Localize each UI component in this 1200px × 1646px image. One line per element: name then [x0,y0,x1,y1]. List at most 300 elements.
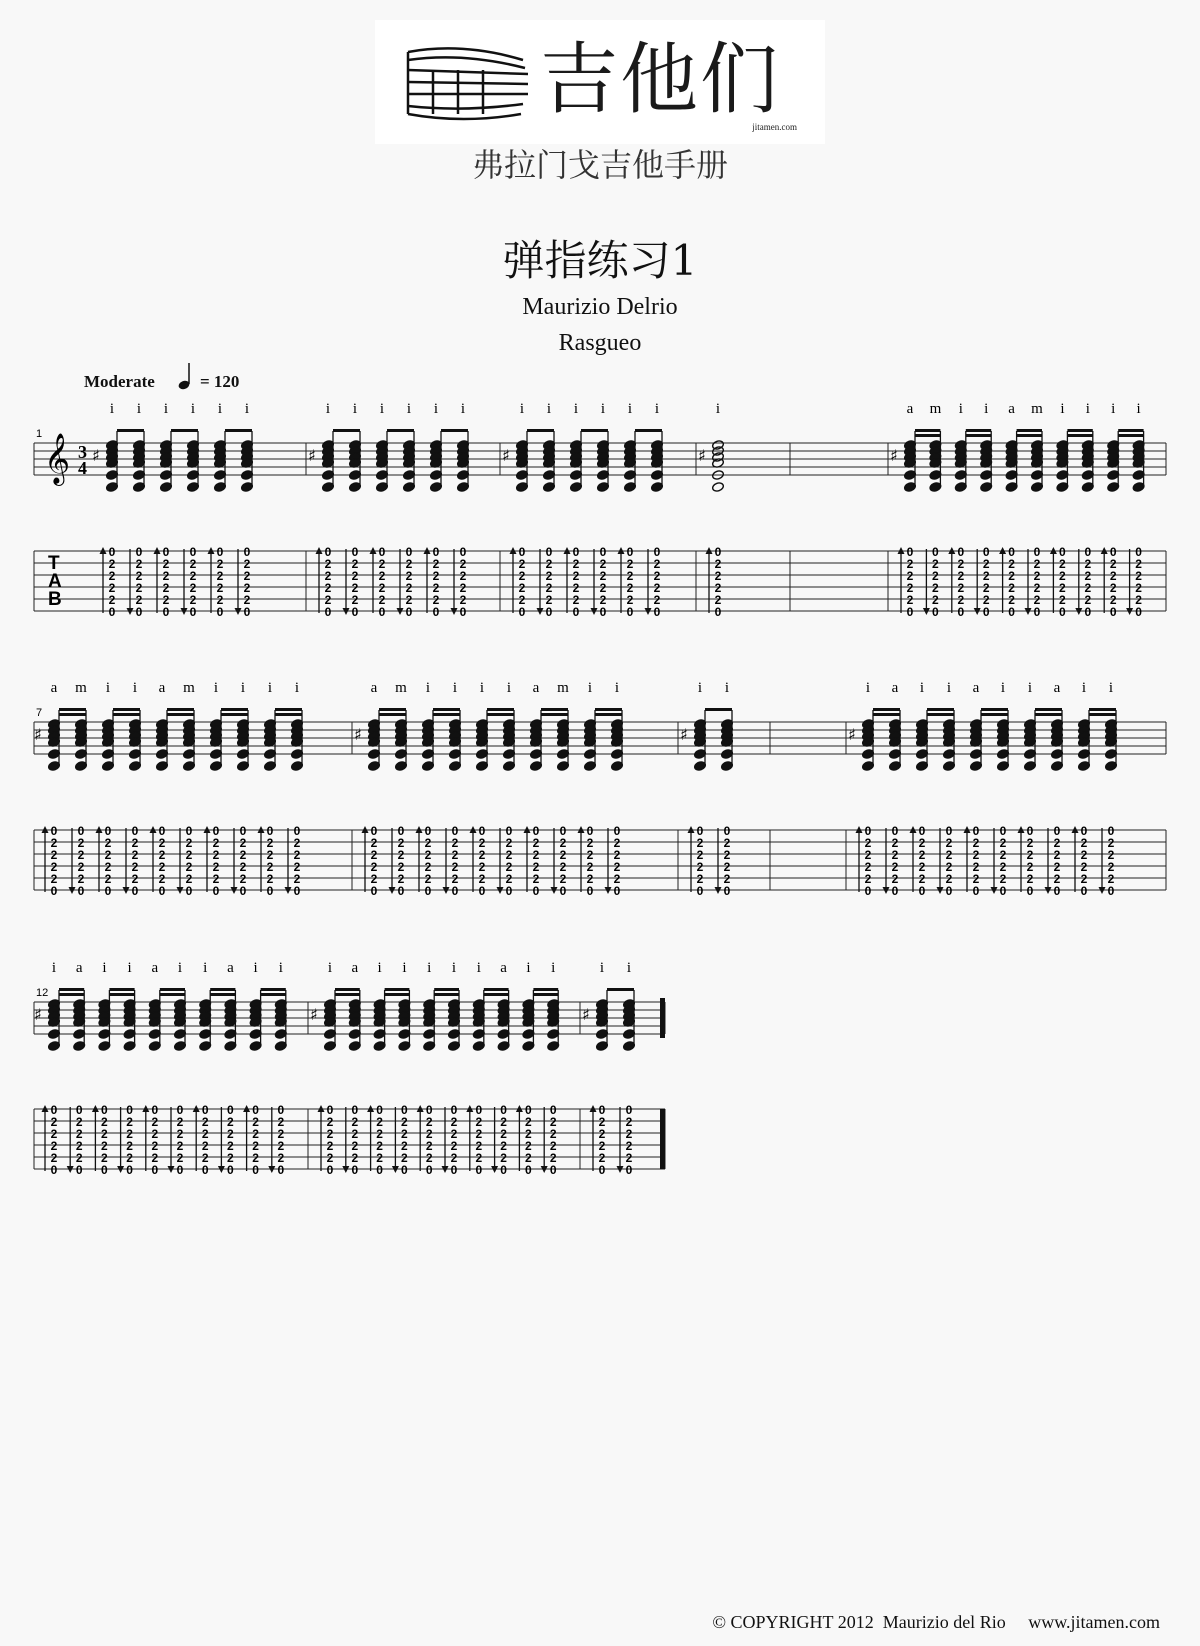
tab-fret-number: 2 [932,581,939,595]
notehead [73,1011,86,1022]
arrow-head-icon [69,887,76,894]
tab-fret-number: 2 [525,1115,532,1129]
tab-fret-number: 2 [586,872,594,886]
tab-fret-number: 0 [397,884,405,898]
tab-fret-number: 2 [351,1127,359,1141]
fingering-letter: i [102,960,107,976]
notehead [712,482,725,493]
notehead [596,1017,609,1028]
notehead [210,731,223,742]
notehead [1132,482,1145,493]
notehead [997,749,1010,760]
tab-fret-number: 2 [216,581,224,595]
tab-fret-number: 2 [478,836,486,850]
fingering-letter: i [51,960,57,976]
notehead [448,1011,461,1022]
notehead [624,440,637,451]
tab-fret-number: 2 [586,860,594,874]
notehead [980,440,993,451]
notehead [48,737,61,748]
notehead [199,999,212,1010]
fingering-letter: a [158,680,166,696]
fingering-letter: i [278,960,283,976]
tab-fret-number: 0 [370,884,378,898]
tab-fret-number: 0 [459,605,467,619]
notehead [48,999,61,1010]
fingering-letter: i [506,680,512,696]
arrow-head-icon [208,547,215,554]
arrow-head-icon [883,887,890,894]
notehead [503,731,516,742]
tab-fret-number: 0 [714,545,722,559]
tab-fret-number: 2 [613,836,621,850]
notehead [156,749,169,760]
arrow-head-icon [510,547,517,554]
arrow-head-icon [100,547,107,554]
notehead [1051,761,1064,772]
notehead [651,482,664,493]
notehead [557,749,570,760]
tab-fret-number: 2 [549,1139,557,1153]
tab-fret-number: 2 [131,836,139,850]
tab-fret-number: 0 [243,605,251,619]
notehead [75,731,88,742]
arrow-head-icon [1045,887,1052,894]
tab-fret-number: 2 [50,836,58,850]
notehead [48,1011,61,1022]
sharp-icon: ♯ [92,446,100,465]
tab-fret-number: 2 [370,836,378,850]
notehead [904,458,917,469]
notehead [449,719,462,730]
tab-fret-number: 0 [586,824,594,838]
logo-url: jitamen.com [752,122,797,132]
tab-fret-number: 2 [135,569,143,583]
tab-fret-number: 2 [77,848,85,862]
notehead [904,452,917,463]
arrow-head-icon [578,826,585,833]
tab-fret-number: 0 [104,884,112,898]
tab-fret-number: 0 [625,1103,633,1117]
notehead [1031,440,1044,451]
notehead [943,737,956,748]
notehead [476,761,489,772]
notehead [241,470,254,481]
time-signature-top: 3 [78,442,87,462]
notehead [324,1005,337,1016]
tab-fret-number: 2 [212,860,220,874]
tab-fret-number: 0 [451,884,459,898]
notehead [721,749,734,760]
notehead [611,719,624,730]
notehead [349,446,362,457]
notehead [98,1011,111,1022]
tab-fret-number: 2 [1053,836,1061,850]
notehead [98,1041,111,1052]
tab-fret-number: 2 [266,836,274,850]
notehead [249,1017,262,1028]
tab-fret-number: 2 [324,593,332,607]
notehead [472,1029,485,1040]
notehead [862,761,875,772]
tab-fret-number: 2 [932,593,939,607]
notehead [403,458,416,469]
fingering-letter: i [379,401,385,417]
notehead [395,761,408,772]
arrow-head-icon [343,608,350,615]
tab-fret-number: 0 [1084,545,1092,559]
notehead [403,452,416,463]
tab-fret-number: 2 [252,1115,259,1129]
beam [541,708,568,711]
tab-fret-number: 2 [1107,848,1115,862]
notehead [1051,749,1064,760]
tab-fret-number: 0 [405,605,413,619]
fingering-letter: i [452,680,458,696]
notehead [503,737,516,748]
fingering-letter: m [183,680,195,696]
notehead [530,719,543,730]
notehead [376,470,389,481]
beam [379,708,406,711]
notehead [274,1041,287,1052]
notehead [929,446,942,457]
tab-fret-number: 2 [176,1151,184,1165]
tab-fret-number: 0 [1080,884,1088,898]
tab-fret-number: 0 [545,545,553,559]
notehead [291,749,304,760]
notehead [148,1005,161,1016]
arrow-head-icon [424,547,431,554]
tab-fret-number: 0 [475,1103,483,1117]
notehead [1081,458,1094,469]
tab-fret-number: 2 [918,848,926,862]
notehead [123,1017,136,1028]
tab-fret-number: 0 [108,545,116,559]
notehead [422,749,435,760]
notehead [349,458,362,469]
tab-fret-number: 2 [185,836,193,850]
tab-fret-number: 0 [212,824,220,838]
staff-system [34,401,1166,619]
notehead [449,737,462,748]
notehead [160,452,173,463]
notehead [889,719,902,730]
notehead [373,1029,386,1040]
tab-fret-number: 0 [424,824,432,838]
fingering-letter: i [519,401,525,417]
notehead [1078,737,1091,748]
notehead [210,725,223,736]
tab-fret-number: 0 [1033,545,1041,559]
notehead [148,999,161,1010]
fingering-letter: i [654,401,660,417]
notehead [457,470,470,481]
tab-fret-number: 2 [1026,860,1034,874]
notehead [1005,470,1018,481]
tab-fret-number: 2 [723,872,731,886]
notehead [449,731,462,742]
notehead [423,1017,436,1028]
notehead [1056,470,1069,481]
notehead [98,1029,111,1040]
tab-fret-number: 2 [101,1127,108,1141]
notehead [348,999,361,1010]
notehead [970,749,983,760]
tab-fret-number: 2 [75,1151,83,1165]
notehead [106,446,119,457]
tab-fret-number: 2 [653,569,661,583]
arrow-head-icon [466,1105,473,1112]
tab-fret-number: 2 [397,848,405,862]
tab-fret-number: 2 [216,569,224,583]
beam-secondary [981,713,1008,716]
notehead [597,440,610,451]
arrow-head-icon [898,547,905,554]
tab-fret-number: 2 [108,581,116,595]
notehead [1031,482,1044,493]
fingering-letter: i [1081,680,1087,696]
tab-fret-number: 2 [1135,581,1142,595]
arrow-head-icon [42,1105,49,1112]
tab-fret-number: 0 [131,884,139,898]
tab-fret-number: 2 [1053,872,1061,886]
tab-fret-number: 2 [1033,569,1041,583]
notehead [423,1029,436,1040]
notehead [889,725,902,736]
tempo-value: = 120 [200,372,240,391]
notehead [516,470,529,481]
tab-fret-number: 2 [397,872,405,886]
tab-fret-number: 2 [696,860,704,874]
tab-fret-number: 2 [451,848,459,862]
tab-fret-number: 0 [891,824,899,838]
tab-fret-number: 2 [401,1127,408,1141]
arrow-head-icon [370,547,377,554]
tab-fret-number: 2 [185,872,193,886]
tab-fret-number: 2 [626,557,634,571]
tab-fret-number: 2 [625,1127,633,1141]
notehead [570,446,583,457]
fingering-letter: i [551,960,556,976]
tab-fret-number: 2 [101,1115,108,1129]
beam-secondary [1067,434,1092,437]
tab-fret-number: 2 [559,848,567,862]
piece-title: 弹指练习1 [502,236,698,285]
notehead [423,999,436,1010]
beam-secondary [966,434,991,437]
tab-fret-number: 2 [475,1139,483,1153]
notehead [123,999,136,1010]
notehead [596,1011,609,1022]
tab-fret-number: 2 [714,557,722,571]
notehead [224,1029,237,1040]
notehead [904,482,917,493]
notehead [123,1011,136,1022]
notehead [106,470,119,481]
notehead [214,458,227,469]
notehead [224,1017,237,1028]
tab-fret-number: 0 [101,1103,108,1117]
notehead [584,761,597,772]
tab-fret-number: 2 [1053,848,1061,862]
tab-fret-number: 0 [252,1103,259,1117]
notehead [237,749,250,760]
beam-secondary [59,993,84,996]
notehead [48,719,61,730]
tab-fret-number: 0 [189,545,197,559]
sharp-icon: ♯ [34,725,42,744]
notehead [1081,452,1094,463]
notehead [623,1005,636,1016]
tab-fret-number: 2 [891,836,899,850]
treble-clef-icon: 𝄞 [44,433,71,484]
notehead [530,731,543,742]
tab-fret-number: 2 [324,581,332,595]
notehead [1081,440,1094,451]
arrow-head-icon [524,826,531,833]
notehead [187,452,200,463]
notehead [721,731,734,742]
tab-fret-number: 2 [201,1151,209,1165]
tab-fret-number: 2 [475,1127,483,1141]
tab-fret-number: 0 [405,545,413,559]
notehead [611,737,624,748]
tab-fret-number: 2 [696,848,704,862]
arrow-head-icon [856,826,863,833]
arrow-head-icon [591,608,598,615]
fingering-letter: i [244,401,250,417]
notehead [597,452,610,463]
notehead [516,458,529,469]
notehead [476,731,489,742]
arrow-head-icon [123,887,130,894]
notehead [929,482,942,493]
tab-fret-number: 0 [351,605,359,619]
notehead [1005,446,1018,457]
notehead [249,1041,262,1052]
notehead [497,1017,510,1028]
tab-fret-number: 2 [1084,557,1092,571]
tab-fret-number: 2 [864,836,872,850]
notehead [106,482,119,493]
beam [1089,708,1116,711]
tab-fret-number: 2 [696,836,704,850]
notehead [264,725,277,736]
notehead [1105,761,1118,772]
notehead [214,440,227,451]
tab-fret-number: 2 [549,1151,557,1165]
notehead [1132,452,1145,463]
notehead [472,1041,485,1052]
tab-fret-number: 2 [549,1115,557,1129]
notehead [214,470,227,481]
tab-fret-number: 2 [653,593,661,607]
notehead [102,719,115,730]
notehead [368,719,381,730]
fingering-letter: i [599,960,605,976]
tab-fret-number: 0 [957,605,965,619]
notehead [48,1029,61,1040]
tab-fret-number: 2 [653,557,661,571]
notehead [106,458,119,469]
notehead [624,446,637,457]
arrow-head-icon [1126,608,1133,615]
tab-fret-number: 2 [324,557,332,571]
tab-fret-number: 2 [945,848,953,862]
notehead [160,440,173,451]
fingering-letter: i [476,960,481,976]
tab-fret-number: 0 [376,1103,383,1117]
notehead [476,719,489,730]
notehead [623,1017,636,1028]
tab-fret-number: 2 [459,593,467,607]
tab-fret-number: 2 [586,836,594,850]
notehead [712,470,725,481]
tab-fret-number: 2 [906,569,914,583]
tab-fret-number: 0 [945,824,953,838]
tab-fret-number: 2 [376,1127,383,1141]
tab-fret-number: 0 [239,824,247,838]
tab-fret-number: 2 [1109,557,1117,571]
tab-fret-number: 2 [50,1115,58,1129]
tempo-marking: Moderate [84,372,155,391]
tab-fret-number: 2 [252,1127,259,1141]
notehead [1056,452,1069,463]
fingering-letter: a [1053,680,1061,696]
tab-fret-number: 0 [475,1163,483,1177]
tab-fret-number: 2 [50,1151,58,1165]
fingering-letter: i [697,680,703,696]
notehead [373,1041,386,1052]
notehead [970,719,983,730]
tab-fret-number: 2 [545,581,553,595]
fingering-letter: i [724,680,730,696]
tab-fret-number: 2 [189,581,197,595]
fingering-letter: a [370,680,378,696]
tab-fret-number: 0 [212,884,220,898]
fingering-letter: i [614,680,620,696]
tab-fret-number: 2 [424,848,432,862]
tab-fret-number: 2 [1026,836,1034,850]
arrow-head-icon [42,826,49,833]
arrow-head-icon [516,1105,523,1112]
notehead [274,1017,287,1028]
tab-fret-number: 2 [201,1115,209,1129]
notehead [1005,458,1018,469]
tab-fret-number: 0 [957,545,965,559]
arrow-head-icon [470,826,477,833]
notehead [570,452,583,463]
notehead [174,1029,187,1040]
notehead [398,1029,411,1040]
fingering-letter: i [177,960,183,976]
notehead [862,725,875,736]
beam-secondary [433,713,460,716]
tab-fret-number: 2 [1109,593,1117,607]
tab-fret-number: 0 [216,545,224,559]
staff-system [34,680,1166,898]
notehead [943,761,956,772]
tab-fret-number: 2 [518,593,526,607]
notehead [997,731,1010,742]
notehead [129,749,142,760]
notehead [349,470,362,481]
tab-fret-number: 0 [176,1103,184,1117]
tab-fret-number: 2 [227,1139,234,1153]
notehead [1031,458,1044,469]
notehead [398,1017,411,1028]
